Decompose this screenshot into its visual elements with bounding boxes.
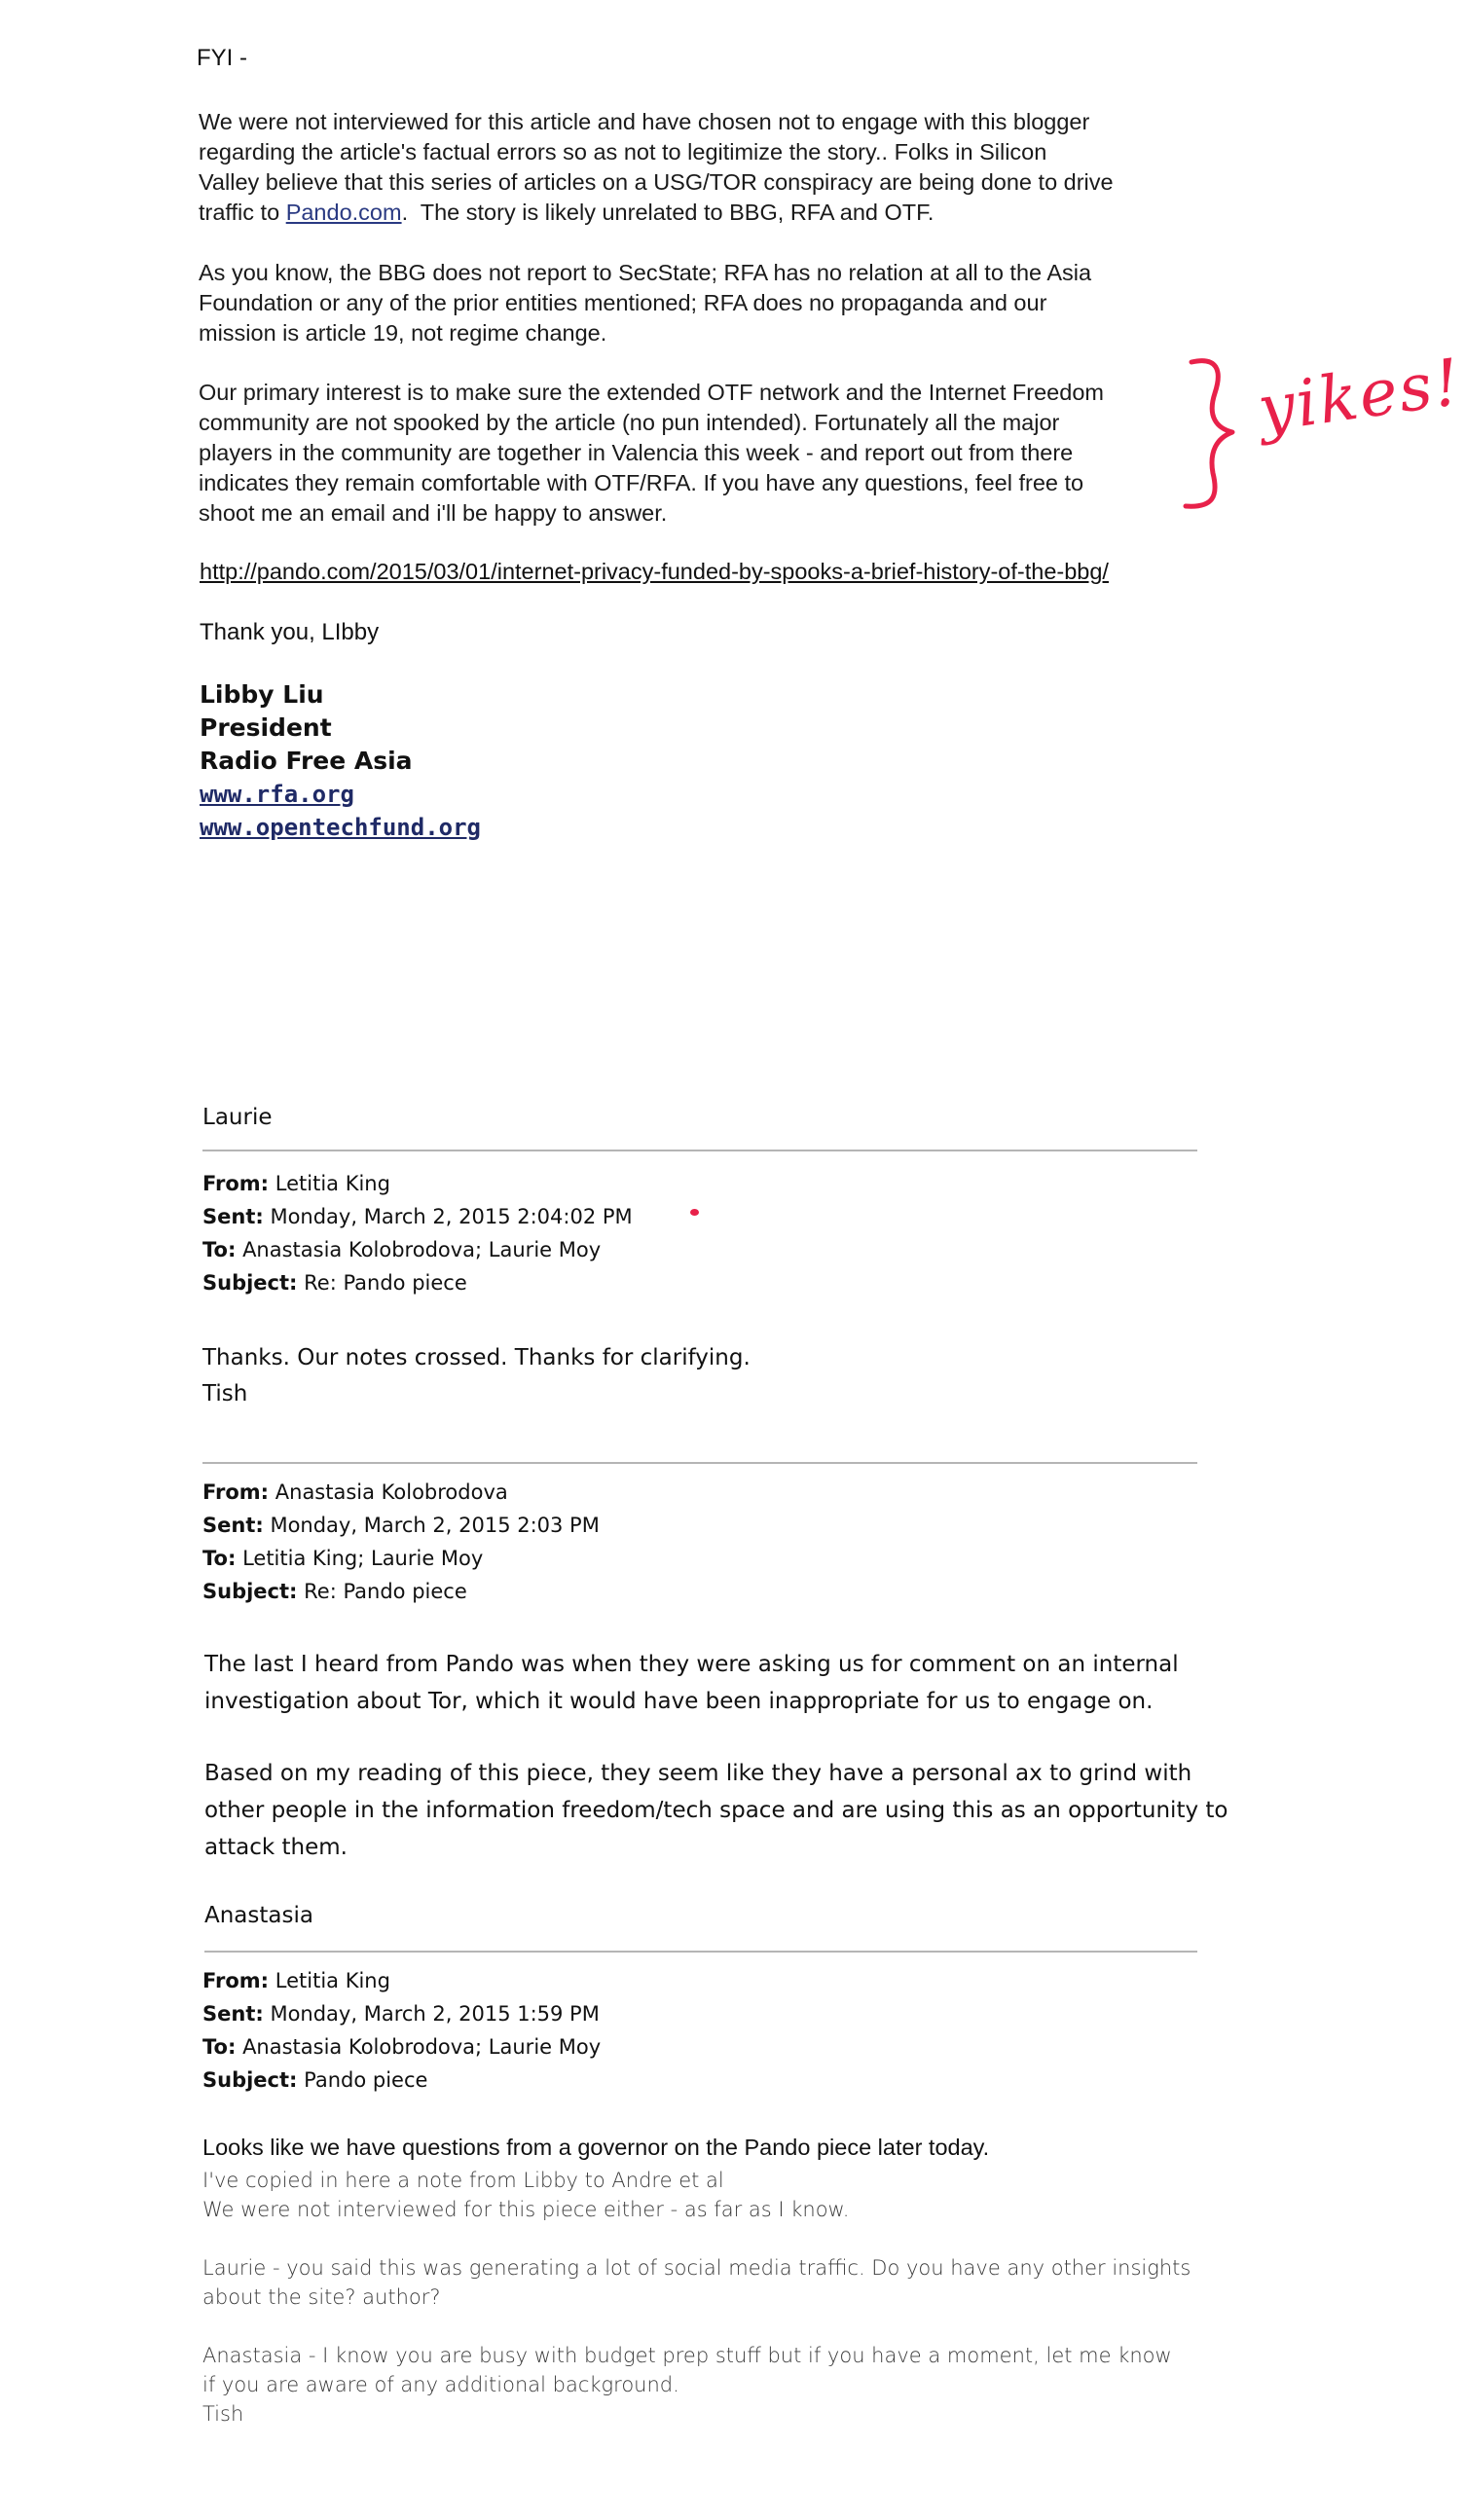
body-line: The last I heard from Pando was when they were asking us for comment on an internal xyxy=(204,1652,1179,1677)
body-line: attack them. xyxy=(204,1835,348,1860)
pando-link[interactable]: Pando.com xyxy=(285,200,402,225)
line-suffix: . The story is likely unrelated to BBG, RFA and OTF. xyxy=(401,200,935,225)
signature-org: Radio Free Asia xyxy=(200,747,413,775)
header-label: Subject: xyxy=(202,2068,298,2092)
paragraph-line: Our primary interest is to make sure the extended OTF network and the Internet Freedom xyxy=(199,380,1104,405)
paragraph-line: Foundation or any of the prior entities mentioned; RFA does no propaganda and our xyxy=(199,290,1047,315)
sign-off-laurie: Laurie xyxy=(202,1105,273,1130)
paragraph-line: As you know, the BBG does not report to SecState; RFA has no relation at all to the Asia xyxy=(199,260,1092,285)
email-lead: Looks like we have questions from a governor on the Pando piece later today. xyxy=(202,2135,990,2160)
paragraph-line xyxy=(199,198,1230,228)
header-from xyxy=(202,1476,600,1509)
signature-name: Libby Liu xyxy=(200,680,324,709)
header-to xyxy=(202,1233,633,1266)
header-from xyxy=(202,1964,601,1997)
email-body-paragraph xyxy=(204,1755,1228,1866)
paragraph-3 xyxy=(199,378,1230,529)
paragraph-1 xyxy=(199,107,1230,228)
signature-title: President xyxy=(200,713,332,742)
paragraph-line: Valley believe that this series of articles on a USG/TOR conspiracy are being done to drive xyxy=(199,169,1114,195)
header-label: From: xyxy=(202,1480,270,1504)
header-to xyxy=(202,1542,600,1575)
email-body-paragraph xyxy=(202,2341,1172,2429)
header-value: Re: Pando piece xyxy=(304,1580,467,1603)
body-line: investigation about Tor, which it would have been inappropriate for us to engage on. xyxy=(204,1689,1154,1714)
body-line: Based on my reading of this piece, they seem like they have a personal ax to grind with xyxy=(204,1761,1192,1786)
email-header xyxy=(202,1167,633,1299)
body-line: Anastasia - I know you are busy with budget prep stuff but if you have a moment, let me know xyxy=(202,2344,1172,2367)
line-prefix: traffic to xyxy=(199,200,286,225)
greeting: FYI - xyxy=(197,45,247,71)
rfa-link[interactable]: www.rfa.org xyxy=(200,781,354,808)
header-value: Monday, March 2, 2015 2:04:02 PM xyxy=(270,1205,633,1228)
header-from xyxy=(202,1167,633,1200)
header-label: Subject: xyxy=(202,1580,298,1603)
email-body-paragraph xyxy=(204,1646,1179,1720)
header-label: To: xyxy=(202,2035,237,2059)
header-value: Letitia King xyxy=(275,1172,390,1195)
body-line: Tish xyxy=(202,1381,248,1406)
paragraph-2 xyxy=(199,258,1230,348)
divider xyxy=(202,1462,1197,1464)
body-line: We were not interviewed for this piece either - as far as I know. xyxy=(202,2198,850,2221)
email-header xyxy=(202,1964,601,2097)
closing: Thank you, LIbby xyxy=(200,619,380,645)
paragraph-line: mission is article 19, not regime change. xyxy=(199,320,607,346)
opentechfund-link[interactable]: www.opentechfund.org xyxy=(200,814,481,841)
body-line: Tish xyxy=(202,2402,244,2426)
header-label: To: xyxy=(202,1238,237,1261)
header-value: Monday, March 2, 2015 1:59 PM xyxy=(270,2002,600,2026)
body-line: Laurie - you said this was generating a lot of social media traffic. Do you have any other insights xyxy=(202,2256,1191,2280)
header-subject xyxy=(202,1266,633,1299)
header-sent xyxy=(202,1200,633,1233)
header-label: Sent: xyxy=(202,1205,264,1228)
header-label: Subject: xyxy=(202,1271,298,1295)
header-value: Letitia King xyxy=(275,1969,390,1992)
header-value: Anastasia Kolobrodova; Laurie Moy xyxy=(242,2035,602,2059)
handwritten-note: yikes! xyxy=(1253,344,1466,448)
header-to xyxy=(202,2030,601,2063)
sign-off-anastasia: Anastasia xyxy=(204,1903,313,1928)
divider xyxy=(202,1150,1197,1151)
body-line: other people in the information freedom/tech space and are using this as an opportunity to xyxy=(204,1798,1228,1823)
header-subject xyxy=(202,1575,600,1608)
header-value: Anastasia Kolobrodova xyxy=(275,1480,508,1504)
header-value: Monday, March 2, 2015 2:03 PM xyxy=(270,1514,600,1537)
paragraph-line: players in the community are together in Valencia this week - and report out from there xyxy=(199,440,1074,465)
body-line: I've copied in here a note from Libby to Andre et al xyxy=(202,2169,724,2192)
paragraph-line: shoot me an email and i'll be happy to answer. xyxy=(199,500,668,526)
header-label: To: xyxy=(202,1547,237,1570)
ink-dot xyxy=(690,1209,699,1216)
paragraph-line: regarding the article's factual errors so as not to legitimize the story.. Folks in Silicon xyxy=(199,139,1047,164)
divider xyxy=(204,1951,1197,1953)
header-sent xyxy=(202,1509,600,1542)
paragraph-line: indicates they remain comfortable with OTF/RFA. If you have any questions, feel free to xyxy=(199,470,1084,495)
article-link[interactable]: http://pando.com/2015/03/01/internet-privacy-funded-by-spooks-a-brief-history-of-the-bbg/ xyxy=(200,559,1109,584)
header-label: From: xyxy=(202,1172,270,1195)
email-body xyxy=(202,1340,751,1412)
body-line: Thanks. Our notes crossed. Thanks for clarifying. xyxy=(202,1345,751,1370)
email-body-paragraph xyxy=(202,2253,1191,2312)
paragraph-line: community are not spooked by the article (no pun intended). Fortunately all the major xyxy=(199,410,1060,435)
header-label: Sent: xyxy=(202,2002,264,2026)
handwritten-bracket-icon xyxy=(1178,350,1246,516)
header-value: Anastasia Kolobrodova; Laurie Moy xyxy=(242,1238,602,1261)
header-value: Pando piece xyxy=(304,2068,428,2092)
header-value: Re: Pando piece xyxy=(304,1271,467,1295)
header-value: Letitia King; Laurie Moy xyxy=(242,1547,484,1570)
email-header xyxy=(202,1476,600,1608)
paragraph-line: We were not interviewed for this article and have chosen not to engage with this blogger xyxy=(199,109,1090,134)
email-body-lines xyxy=(202,2166,849,2224)
signature-block xyxy=(200,678,481,844)
header-subject xyxy=(202,2063,601,2097)
header-label: From: xyxy=(202,1969,270,1992)
body-line: if you are aware of any additional background. xyxy=(202,2373,679,2396)
header-label: Sent: xyxy=(202,1514,264,1537)
body-line: about the site? author? xyxy=(202,2285,441,2309)
header-sent xyxy=(202,1997,601,2030)
